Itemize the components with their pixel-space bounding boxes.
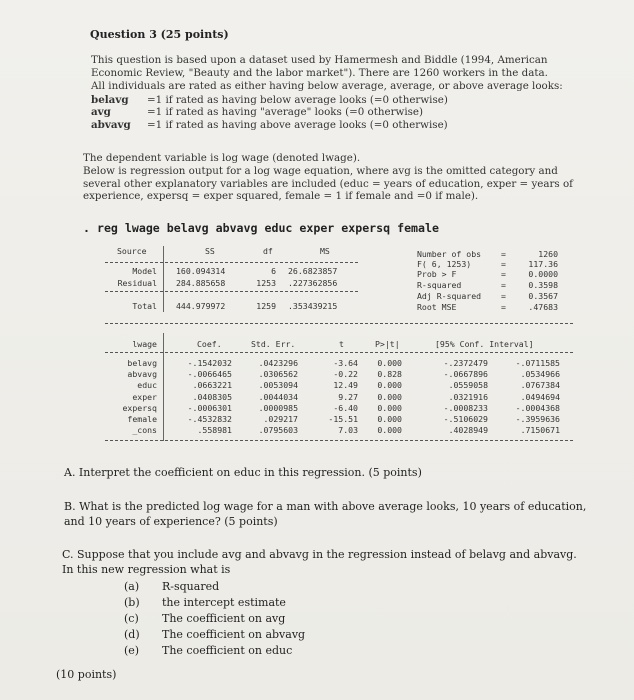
anova-df: 1259 [256, 301, 276, 311]
coef-cell-t: -3.64 [333, 358, 358, 368]
part-b-line: B. What is the predicted log wage for a man with above average looks, 10 years of education, [64, 500, 587, 513]
anova-column-rule [163, 246, 164, 312]
variable-definition [91, 119, 563, 132]
part-c-item-letter: (a) [124, 580, 140, 593]
anova-ms: .353439215 [288, 301, 338, 311]
coef-cell-lo: -.2372479 [443, 358, 488, 368]
dependent-line: several other explanatory variables are included (educ = years of education, exper = years of [83, 177, 573, 190]
anova-ss: 284.885658 [176, 278, 226, 288]
part-c-item [124, 627, 305, 643]
coef-cell-t: -0.22 [333, 369, 358, 380]
part-c-line: C. Suppose that you include avg and abvavg in the regression instead of belavg and abvavg. [62, 548, 577, 561]
anova-header-df: df [263, 246, 273, 256]
anova-header-source: Source [117, 246, 147, 256]
part-c-item-letter: (e) [124, 644, 140, 657]
coef-variable: _cons [132, 425, 157, 436]
coef-cell-coef: .0408305 [192, 391, 232, 402]
variable-definition [91, 106, 563, 119]
coef-cell-p: 0.000 [377, 358, 402, 368]
coef-cell-hi: .7150671 [520, 425, 560, 436]
coef-cell-coef: -.0066465 [187, 369, 232, 380]
coef-cell-t: -6.40 [333, 402, 358, 413]
variable-definition [91, 94, 563, 107]
dependent-line: experience, expersq = exper squared, female = 1 if female and =0 if male). [83, 190, 479, 203]
coef-cell-p: 0.000 [377, 380, 402, 391]
coef-cell-t: -15.51 [328, 414, 358, 424]
coef-variable: exper [132, 391, 157, 402]
part-c-item-text: R-squared [162, 580, 220, 593]
coef-variable: educ [137, 380, 157, 391]
question-page: Question 3 (25 points) This question is based upon a dataset used by Hamermesh and Biddle (1994, American Economic Review, "Beauty and the labor market"). There are 1260 workers in the data. All individuals are rated as either having below average, average, or above average looks: belavg =1 if rated as having below average looks (=0 otherwise) avg =1 if rated as having "average" looks (=0 otherwise) abvavg =1 if rated as having above average looks (=0 otherwise) The dependent variable is log wage (denoted lwage). Below is regression output for a log wage equation, where avg is the omitted category and several other explanatory variables are included (educ = years of education, exper = years of experience, expersq = exper squared, female = 1 if female and =0 if male). . reg lwage belavg abvavg educ exper expersq female Source SS df MS Model 160.094314 6 26.6823857 Residual 284.885658 1253 .227362856 Total 444.979972 1259 .353439215 Number of obs F( 6, 1253) Prob > F R-squared Adj R-squared Root MSE = = = = = = 1260 117.36 0.0000 0.3598 0.3567 .47683 lwage Coef. Std. Err. t P>|t| [95% Conf. Interval] belavg -.1542032 .0423296 -3.64 0.000 -.2372479 -.0711585 abvavg -.0066465 .0306562 -0.22 0.828 -.0667896 .0534966 educ .0663221 .0053094 12.49 0.000 .0559058 .0767384 exper .0408305 .0044034 9.27 0.000 .0321916 .0494694 expersq -.0006301 .0000985 -6.40 0.000 -.0008233 -.0004368 female -.4532832 .029217 -15.51 0.000 -.5106029 -.3959636 _cons .558981 .0795603 7.03 0.000 .4028949 .7150671 A. Interpret the coefficient on educ in this regression. (5 points) B. What is the predicted log wage for a man with above average looks, 10 years of education, and 10 years of experience? (5 points) C. Suppose that you include avg and abvavg in the regression instead of belavg and abvavg. In this new regression what is (a) R-squared (b) the intercept estimate (c) The coefficient on avg (d) The coefficient on abvavg (e) The coefficient on educ (10 points) [0, 0, 634, 700]
stat-value: 117.36 [528, 259, 558, 269]
intro-line: All individuals are rated as either having below average, average, or above average looks: [91, 80, 563, 93]
variable-name: abvavg [91, 118, 131, 131]
coef-cell-lo: -.5106029 [443, 414, 488, 424]
part-c-line: In this new regression what is [62, 562, 231, 576]
part-c-item-text: The coefficient on avg [162, 612, 286, 625]
anova-header-ss: SS [205, 246, 215, 256]
coef-variable: abvavg [127, 369, 157, 380]
part-c-items [124, 579, 305, 659]
part-c [62, 548, 577, 577]
dependent-line: Below is regression output for a log wage equation, where avg is the omitted category and [83, 164, 558, 177]
intro-line: This question is based upon a dataset used by Hamermesh and Biddle (1994, American [91, 54, 548, 66]
stat-label: Adj R-squared [417, 291, 482, 301]
coef-cell-hi: -.0711585 [515, 358, 560, 368]
coef-cell-coef: .0663221 [192, 380, 232, 391]
part-c-item-letter: (b) [124, 596, 140, 609]
anova-rule [105, 262, 358, 263]
coef-cell-coef: -.4532832 [187, 414, 232, 424]
coef-header: Std. Err. [251, 339, 296, 349]
part-c-item-letter: (d) [124, 628, 140, 641]
dependent-variable-block [83, 152, 573, 203]
coef-cell-hi: .0494694 [520, 391, 560, 402]
coef-header: t [339, 339, 344, 349]
variable-description: =1 if rated as having "average" looks (=0 otherwise) [147, 106, 424, 119]
anova-rule [105, 291, 358, 292]
stata-command: . reg lwage belavg abvavg educ exper expersq female [83, 221, 439, 235]
coef-cell-hi: -.3959636 [515, 414, 560, 424]
stat-value: 1260 [538, 249, 558, 259]
part-c-item [124, 595, 305, 611]
stat-value: 0.3598 [528, 280, 558, 290]
coef-cell-p: 0.000 [377, 402, 402, 413]
coef-header: Coef. [197, 339, 222, 349]
coef-cell-se: .0795603 [258, 425, 298, 436]
coef-variable: female [127, 414, 157, 424]
coef-cell-hi: -.0004368 [515, 402, 560, 413]
coef-header: P>|t| [375, 339, 400, 349]
coef-cell-t: 9.27 [338, 391, 358, 402]
part-c-item-text: The coefficient on abvavg [162, 628, 306, 641]
coef-cell-hi: .0767384 [520, 380, 560, 391]
coef-cell-t: 12.49 [333, 380, 358, 391]
part-c-item-text: The coefficient on educ [162, 644, 293, 657]
coef-cell-coef: -.0006301 [187, 402, 232, 413]
coef-rule [105, 352, 573, 353]
coef-cell-lo: -.0008233 [443, 402, 488, 413]
coef-cell-lo: -.0667896 [443, 369, 488, 380]
coef-cell-coef: -.1542032 [187, 358, 232, 368]
part-c-item-text: the intercept estimate [162, 596, 286, 609]
stat-value: 0.3567 [528, 291, 558, 301]
part-b-line: and 10 years of experience? (5 points) [64, 514, 278, 528]
stat-value: .47683 [528, 302, 558, 312]
stat-label: Root MSE [417, 302, 457, 312]
coef-header: [95% Conf. Interval] [435, 339, 534, 349]
coef-header-depvar: lwage [132, 339, 157, 349]
coef-cell-lo: .0321916 [448, 391, 488, 402]
part-a: A. Interpret the coefficient on educ in this regression. (5 points) [64, 466, 422, 479]
anova-ms: .227362856 [288, 278, 338, 288]
anova-ss: 444.979972 [176, 301, 226, 311]
variable-name: belavg [91, 93, 129, 106]
coef-variable: expersq [122, 402, 157, 413]
intro-line: Economic Review, "Beauty and the labor market"). There are 1260 workers in the data. [91, 67, 548, 80]
part-b [64, 500, 586, 529]
stat-label: Prob > F [417, 269, 457, 279]
coef-cell-se: .029217 [263, 414, 298, 424]
coef-cell-t: 7.03 [338, 425, 358, 436]
variable-name: avg [91, 106, 111, 119]
part-c-item [124, 611, 305, 627]
intro-block [91, 54, 563, 131]
coef-column-rule [163, 333, 164, 441]
coef-cell-lo: .4028949 [448, 425, 488, 436]
anova-df: 6 [271, 266, 276, 276]
variable-description: =1 if rated as having below average looks (=0 otherwise) [147, 93, 448, 106]
anova-source: Total [132, 301, 157, 311]
coef-rule [105, 323, 573, 324]
coef-cell-p: 0.828 [377, 369, 402, 380]
anova-ss: 160.094314 [176, 266, 226, 276]
part-c-points: (10 points) [56, 668, 117, 681]
dependent-line: The dependent variable is log wage (denoted lwage). [83, 152, 361, 164]
coef-cell-se: .0044034 [258, 391, 298, 402]
anova-source: Model [132, 266, 157, 276]
coef-rule [105, 440, 573, 441]
part-c-item [124, 643, 305, 659]
question-title: Question 3 (25 points) [90, 28, 229, 41]
coef-cell-p: 0.000 [377, 425, 402, 436]
coef-cell-hi: .0534966 [520, 369, 560, 380]
coef-cell-se: .0053094 [258, 380, 298, 391]
coef-cell-se: .0423296 [258, 358, 298, 368]
part-c-item [124, 579, 305, 595]
stat-label: Number of obs [417, 249, 482, 259]
part-c-item-letter: (c) [124, 612, 139, 625]
stat-label: F( 6, 1253) [417, 259, 472, 269]
coef-variable: belavg [127, 358, 157, 368]
coef-cell-lo: .0559058 [448, 380, 488, 391]
coef-cell-p: 0.000 [377, 391, 402, 402]
coef-cell-se: .0306562 [258, 369, 298, 380]
anova-ms: 26.6823857 [288, 266, 338, 276]
anova-source: Residual [117, 278, 157, 288]
stat-label: R-squared [417, 280, 462, 290]
variable-description: =1 if rated as having above average looks (=0 otherwise) [147, 118, 448, 131]
stat-value: 0.0000 [528, 269, 558, 279]
anova-header-ms: MS [320, 246, 330, 256]
coef-cell-se: .0000985 [258, 402, 298, 413]
anova-df: 1253 [256, 278, 276, 288]
coef-cell-coef: .558981 [197, 425, 232, 436]
coef-cell-p: 0.000 [377, 414, 402, 424]
